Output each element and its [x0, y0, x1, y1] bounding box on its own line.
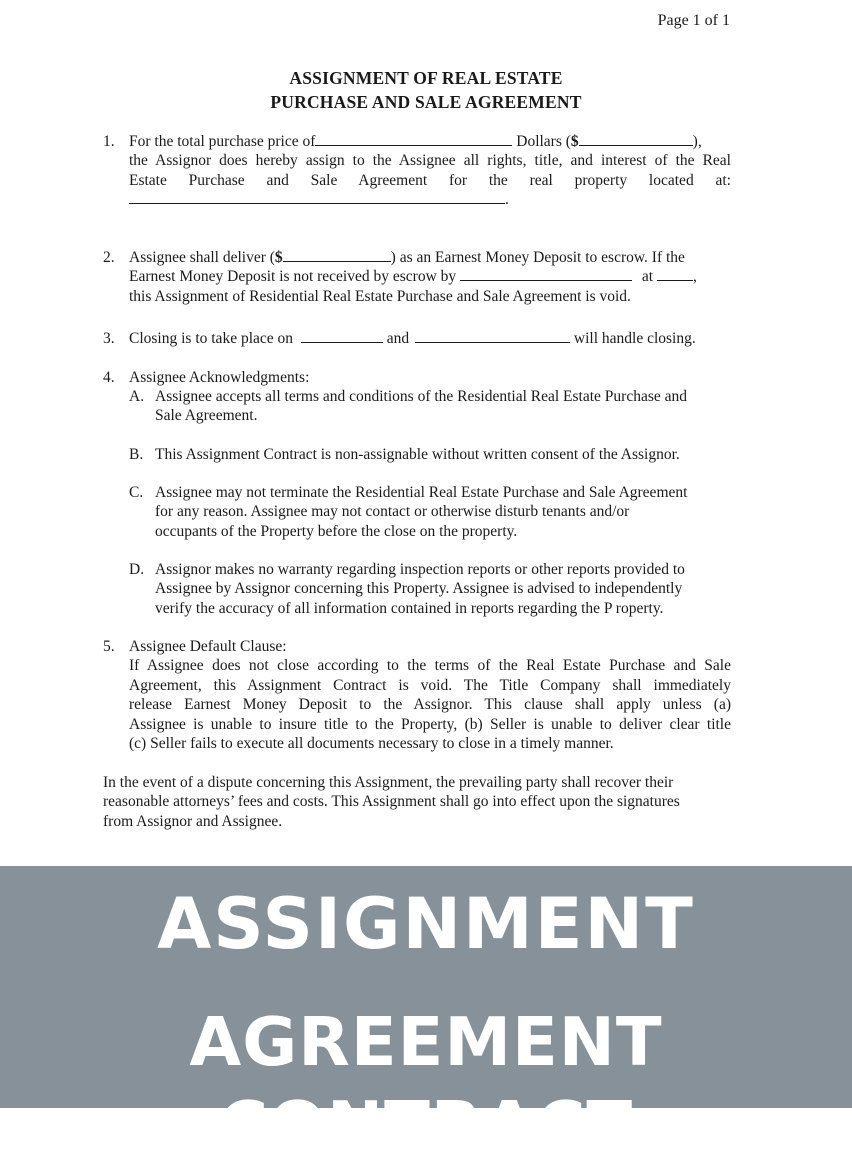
escrow-date-blank[interactable] — [460, 267, 632, 281]
section-5-line-2: Agreement, this Assignment Contract is void. The Title Company shall immediately — [129, 676, 731, 694]
section-1-line-2: the Assignor does hereby assign to the Assignee all rights, title, and interest of the Real — [129, 152, 731, 170]
item-c-line-2: for any reason. Assignee may not contact or otherwise disturb tenants and/or — [155, 503, 630, 521]
section-5-line-4: Assignee is unable to insure title to the Property, (b) Seller is unable to deliver clear title — [129, 715, 731, 733]
closing-date-blank[interactable] — [301, 329, 383, 343]
property-location-blank[interactable] — [129, 190, 505, 204]
dollars-label: Dollars ( — [516, 133, 571, 150]
item-d — [155, 560, 731, 618]
banner-line-1: ASSIGNMENT — [157, 883, 695, 965]
at-label: at — [641, 268, 654, 286]
item-c-line-1: Assignee may not terminate the Residential Real Estate Purchase and Sale Agreement — [155, 484, 688, 501]
deposit-dollar-sign: $ — [274, 249, 283, 266]
escrow-time-blank[interactable] — [657, 267, 693, 281]
section-1-number: 1. — [103, 133, 115, 150]
deposit-escrow-text: ) as an Earnest Money Deposit to escrow. If the — [390, 249, 685, 266]
section-1-line-1 — [129, 132, 731, 151]
section-5 — [129, 637, 731, 753]
section-1-line-3: Estate Purchase and Sale Agreement for the real property located at: — [129, 171, 731, 189]
section-5-line-1: If Assignee does not close according to the terms of the Real Estate Purchase and Sale — [129, 657, 731, 675]
item-a-line-2: Sale Agreement. — [155, 407, 258, 425]
dollars-amount-blank[interactable] — [579, 132, 693, 146]
section-5-line-3: release Earnest Money Deposit to the Assignor. This clause shall apply unless (a) — [129, 696, 731, 714]
title-line-1: ASSIGNMENT OF REAL ESTATE — [289, 68, 563, 88]
item-c-letter: C. — [129, 484, 144, 501]
title-banner — [0, 866, 852, 1165]
section-1-period: . — [505, 191, 509, 209]
section-3-number: 3. — [103, 330, 115, 347]
comma: , — [692, 268, 697, 286]
section-2-number: 2. — [103, 249, 115, 266]
handle-closing-label: will handle closing. — [573, 330, 696, 347]
document-title — [0, 66, 852, 114]
item-d-letter: D. — [129, 561, 145, 578]
purchase-price-blank[interactable] — [315, 132, 512, 146]
closing-label: Closing is to take place on — [129, 330, 294, 347]
section-5-number: 5. — [103, 638, 115, 655]
section-2-line-1 — [129, 248, 731, 267]
item-b-line-1: This Assignment Contract is non-assignable without written consent of the Assignor. — [155, 446, 680, 463]
section-3 — [129, 329, 731, 348]
escrow-by-label: Earnest Money Deposit is not received by escrow by — [129, 268, 457, 286]
section-2-line-3: this Assignment of Residential Real Estate Purchase and Sale Agreement is void. — [129, 287, 631, 305]
item-a-letter: A. — [129, 388, 145, 405]
item-d-line-3: verify the accuracy of all information contained in reports regarding the P roperty. — [155, 599, 664, 617]
title-line-2: PURCHASE AND SALE AGREEMENT — [270, 92, 582, 112]
section-2 — [129, 248, 731, 306]
section-1 — [129, 132, 731, 210]
page-number: Page 1 of 1 — [657, 12, 730, 29]
dispute-line-2: reasonable attorneys’ fees and costs. This Assignment shall go into effect upon the signatures — [103, 793, 680, 811]
item-a-line-1: Assignee accepts all terms and conditions of the Residential Real Estate Purchase and — [155, 388, 688, 405]
section-1-line-4 — [129, 190, 731, 209]
section-2-line-2 — [129, 267, 731, 286]
purchase-price-label: For the total purchase price of — [129, 133, 316, 150]
item-b — [155, 445, 731, 464]
dollars-close: ), — [692, 133, 702, 150]
section-4-heading: Assignee Acknowledgments: — [129, 369, 310, 386]
section-5-line-5: (c) Seller fails to execute all documents necessary to close in a timely manner. — [129, 735, 614, 753]
item-d-line-2: Assignee by Assignor concerning this Property. Assignee is advised to independently — [155, 580, 683, 598]
item-c-line-3: occupants of the Property before the close on the property. — [155, 522, 518, 540]
closing-agent-blank[interactable] — [415, 329, 570, 343]
deposit-amount-blank[interactable] — [283, 248, 391, 262]
item-a — [155, 387, 731, 426]
item-b-letter: B. — [129, 446, 144, 463]
banner-line-2: AGREEMENT CONTRACT — [189, 1003, 663, 1165]
item-d-line-1: Assignor makes no warranty regarding inspection reports or other reports provided to — [155, 561, 685, 578]
dispute-line-3: from Assignor and Assignee. — [103, 812, 283, 830]
dollar-sign: $ — [570, 133, 579, 150]
dispute-line-1: In the event of a dispute concerning this Assignment, the prevailing party shall recover their — [103, 774, 674, 791]
dispute-paragraph — [103, 773, 731, 831]
deliver-label: Assignee shall deliver ( — [129, 249, 275, 266]
section-4-number: 4. — [103, 369, 115, 386]
section-5-heading: Assignee Default Clause: — [129, 638, 287, 655]
item-c — [155, 483, 731, 541]
and-label: and — [386, 330, 410, 347]
